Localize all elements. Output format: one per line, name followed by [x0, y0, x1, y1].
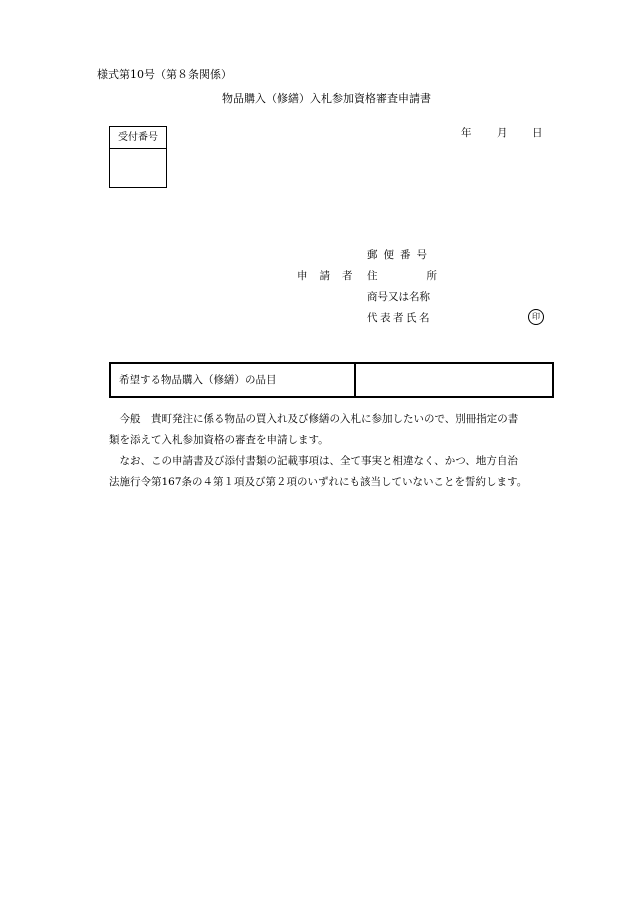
pledge-statement [109, 451, 554, 493]
application-statement [109, 409, 554, 451]
form-number: 様式第10号（第８条関係） [97, 68, 232, 81]
date-year-label: 年 [461, 127, 472, 139]
address-label-char: 所 [426, 270, 437, 282]
date-month-label: 月 [497, 127, 508, 139]
representative-name-label: 代表者氏名 [367, 312, 432, 324]
applicant-label: 申請者 [297, 270, 365, 282]
desired-items-value [356, 364, 552, 396]
pledge-line: なお、この申請書及び添付書類の記載事項は、全て事実と相違なく、かつ、地方自治 [109, 455, 518, 467]
desired-items-table [109, 362, 554, 398]
reception-number-label: 受付番号 [110, 127, 166, 149]
address-label-char: 住 [367, 270, 378, 282]
address-label [367, 269, 437, 283]
statement-line: 今般 貴町発注に係る物品の買入れ及び修繕の入札に参加したいので、別冊指定の書 [109, 413, 519, 425]
company-name-label: 商号又は名称 [367, 291, 430, 303]
date-day-label: 日 [532, 127, 543, 139]
postal-code-label: 郵便番号 [367, 249, 433, 261]
reception-number-box [109, 126, 167, 188]
desired-items-label: 希望する物品購入（修繕）の品目 [111, 364, 356, 396]
seal-mark: 印 [528, 309, 544, 325]
pledge-line: 法施行令第167条の４第１項及び第２項のいずれにも該当していないことを誓約します。 [109, 476, 528, 488]
document-title: 物品購入（修繕）入札参加資格審査申請書 [222, 92, 431, 105]
statement-line: 類を添えて入札参加資格の審査を申請します。 [109, 434, 329, 446]
